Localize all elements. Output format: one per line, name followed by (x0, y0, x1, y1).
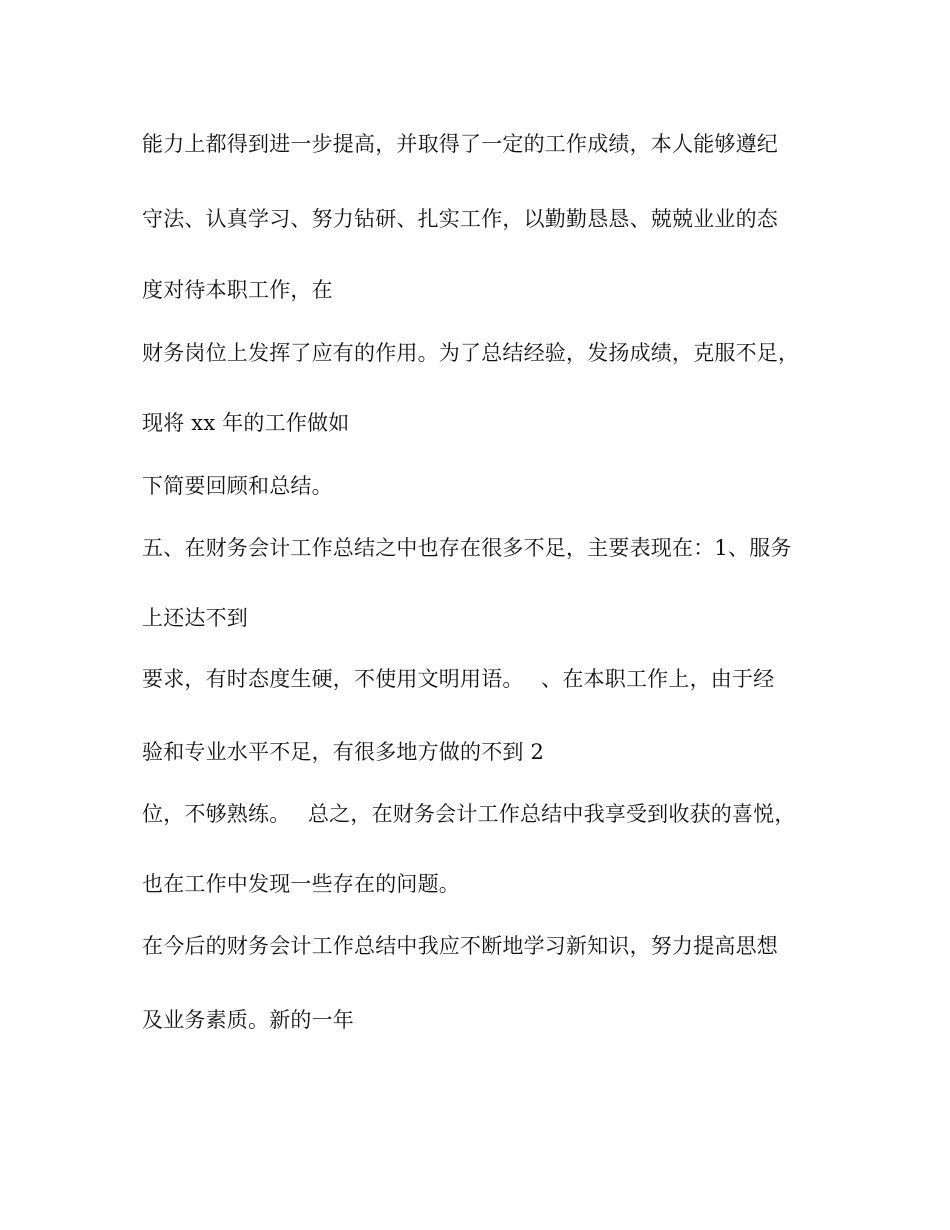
text-line: 五、在财务会计工作总结之中也存在很多不足，主要表现在：1、服务 (142, 536, 792, 560)
text-line: 在今后的财务会计工作总结中我应不断地学习新知识，努力提高思想 (142, 934, 778, 958)
text-line: 位，不够熟练。 总之，在财务会计工作总结中我享受到收获的喜悦， (142, 802, 796, 826)
text-line: 也在工作中发现一些存在的问题。 (142, 872, 460, 896)
text-line: 现将 xx 年的工作做如 (142, 411, 350, 435)
text-line: 下简要回顾和总结。 (142, 474, 333, 498)
text-line: 度对待本职工作，在 (142, 278, 333, 302)
text-line: 上还达不到 (142, 606, 248, 630)
text-line: 能力上都得到进一步提高，并取得了一定的工作成绩，本人能够遵纪 (142, 132, 778, 156)
text-line: 及业务素质。新的一年 (142, 1008, 354, 1032)
text-line: 要求，有时态度生硬，不使用文明用语。 、在本职工作上，由于经 (142, 667, 775, 691)
text-line: 财务岗位上发挥了应有的作用。为了总结经验，发扬成绩，克服不足， (142, 341, 800, 365)
text-line: 验和专业水平不足，有很多地方做的不到 2 (142, 740, 545, 764)
text-line: 守法、认真学习、努力钻研、扎实工作，以勤勤恳恳、兢兢业业的态 (142, 207, 778, 231)
